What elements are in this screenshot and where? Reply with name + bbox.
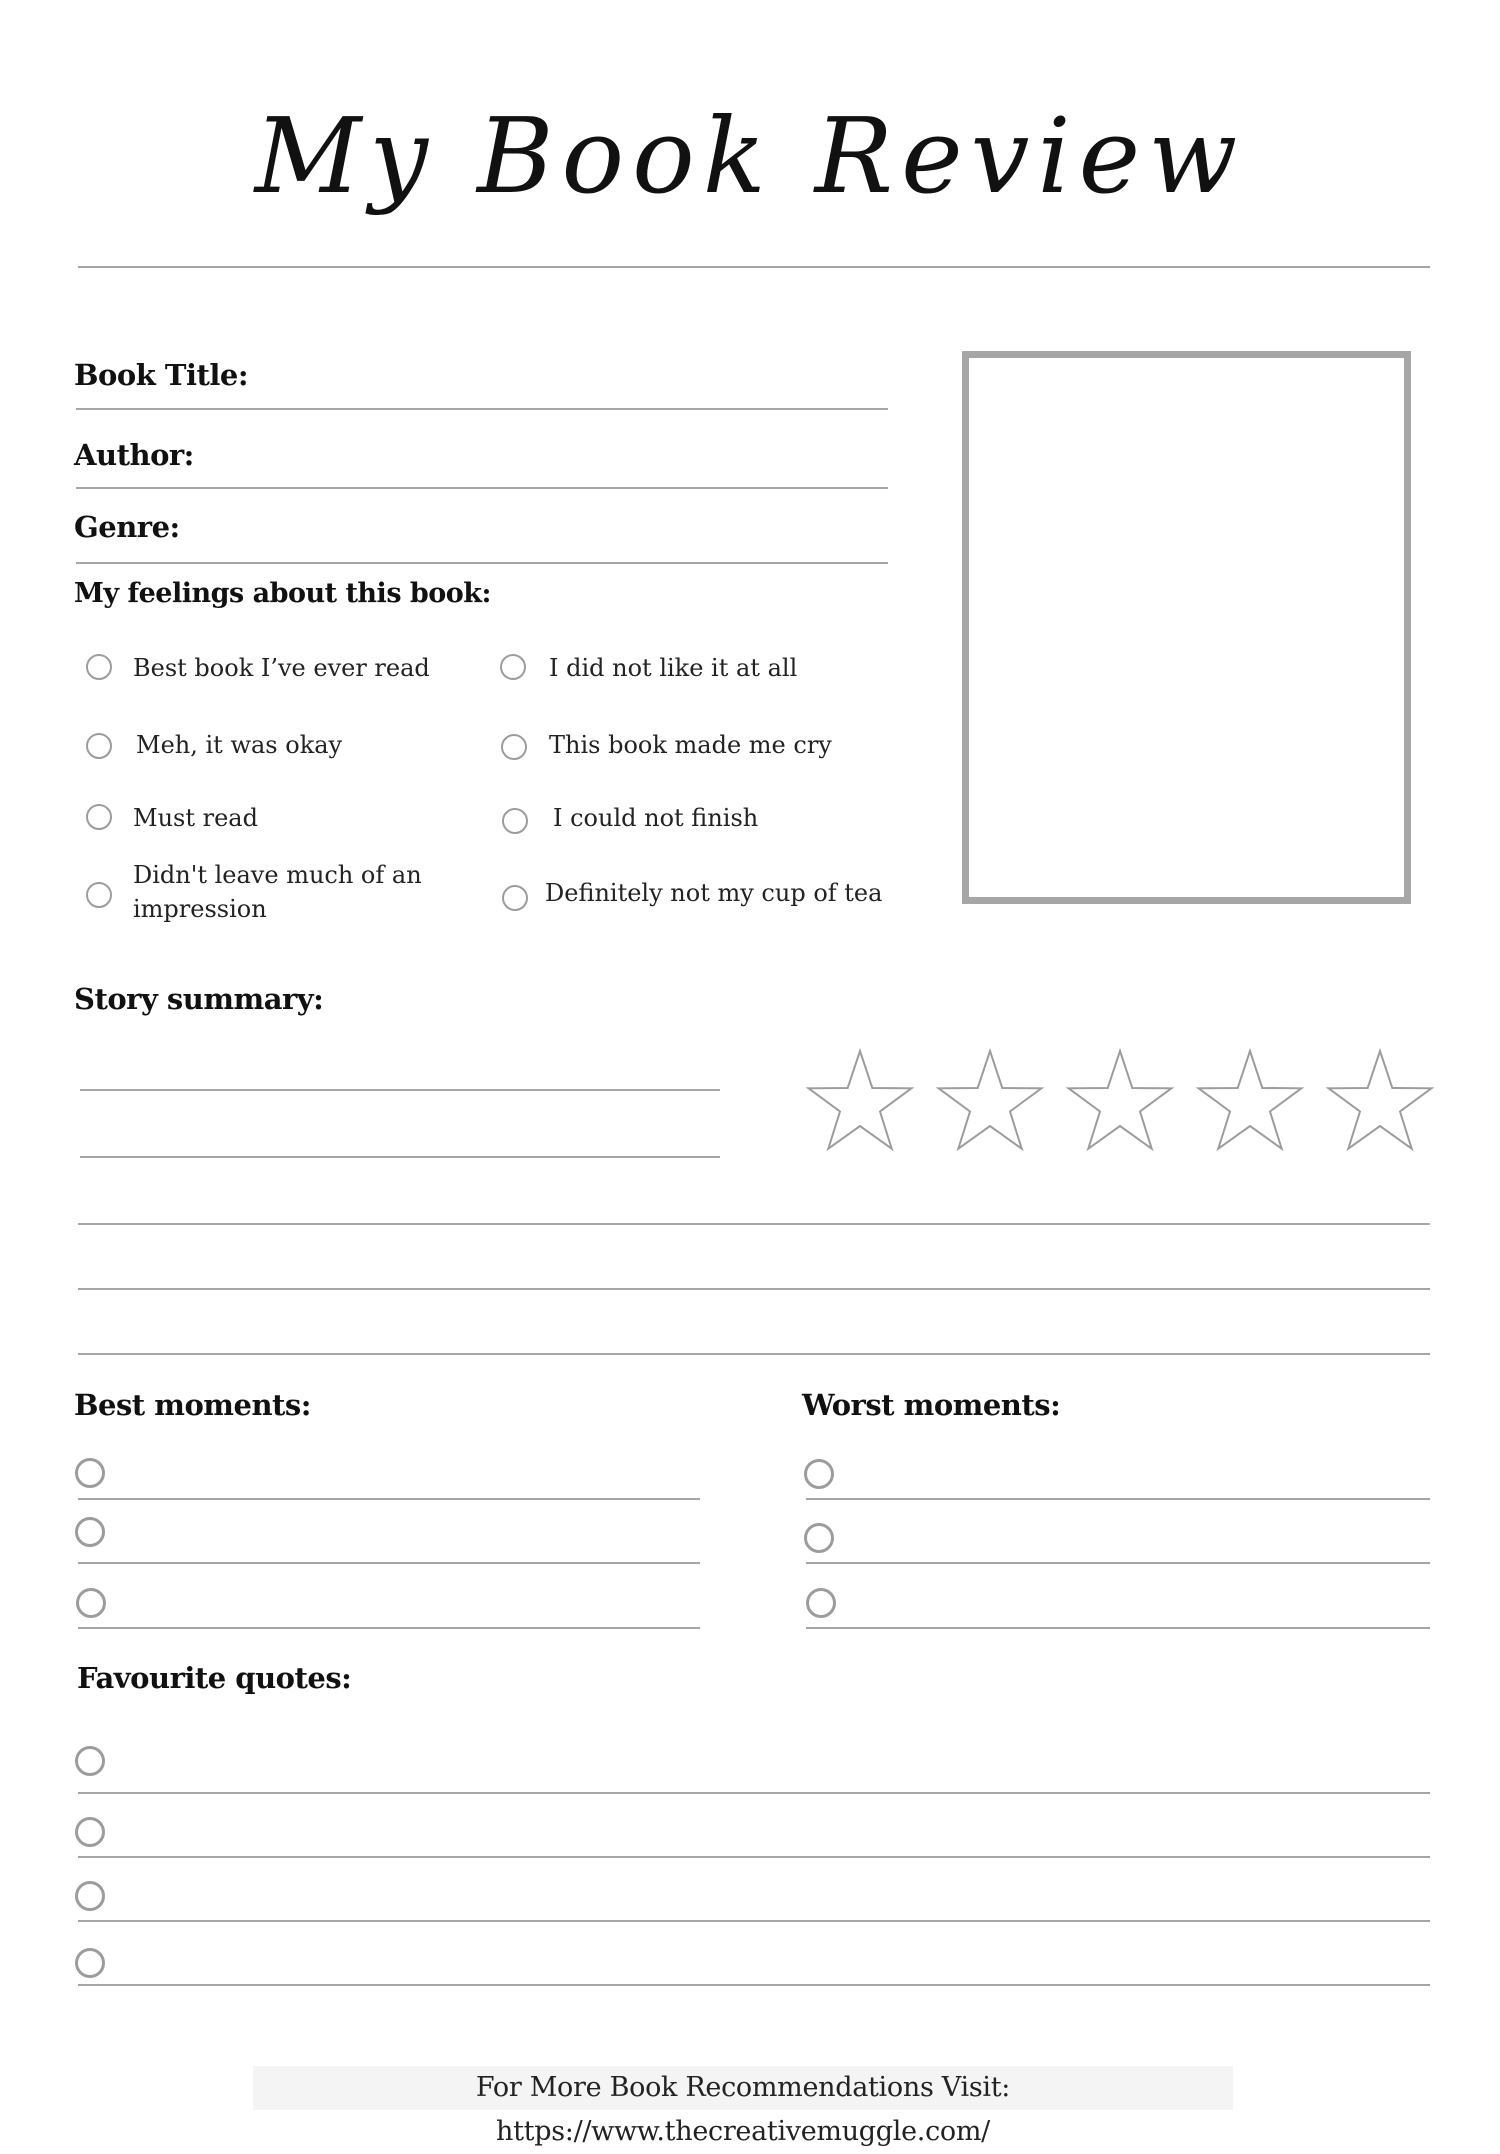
title-divider xyxy=(78,266,1430,268)
worst-moment-bullet xyxy=(804,1523,834,1553)
feelings-heading: My feelings about this book: xyxy=(74,578,491,609)
summary-line[interactable] xyxy=(78,1223,1430,1225)
best-moment-line[interactable] xyxy=(78,1562,700,1564)
summary-line[interactable] xyxy=(78,1353,1430,1355)
best-moment-line[interactable] xyxy=(78,1627,700,1629)
feeling-radio-made-me-cry[interactable] xyxy=(501,734,527,760)
genre-line[interactable] xyxy=(76,562,888,564)
feeling-option-label: Must read xyxy=(133,804,258,832)
footer-link[interactable]: For More Book Recommendations Visit: https://www.thecreativemuggle.com/ xyxy=(253,2066,1233,2110)
feeling-radio-did-not-like[interactable] xyxy=(500,654,526,680)
worst-moment-line[interactable] xyxy=(806,1498,1430,1500)
feeling-radio-could-not-finish[interactable] xyxy=(502,808,528,834)
feeling-option-label: Didn't leave much of an impression xyxy=(133,861,422,923)
feeling-radio-best-book[interactable] xyxy=(86,654,112,680)
best-moments-heading: Best moments: xyxy=(74,1388,311,1422)
story-summary-heading: Story summary: xyxy=(74,982,324,1016)
feeling-radio-meh[interactable] xyxy=(86,733,112,759)
feeling-radio-must-read[interactable] xyxy=(86,804,112,830)
best-moment-bullet xyxy=(75,1458,105,1488)
worst-moment-line[interactable] xyxy=(806,1562,1430,1564)
book-cover-placeholder[interactable] xyxy=(962,351,1411,904)
quote-line[interactable] xyxy=(78,1792,1430,1794)
quote-line[interactable] xyxy=(78,1856,1430,1858)
best-moment-line[interactable] xyxy=(78,1498,700,1500)
feeling-radio-not-my-tea[interactable] xyxy=(502,885,528,911)
quote-bullet xyxy=(75,1881,105,1911)
feeling-option-label: I did not like it at all xyxy=(549,654,798,682)
quote-line[interactable] xyxy=(78,1920,1430,1922)
best-moment-bullet xyxy=(76,1588,106,1618)
quote-bullet xyxy=(75,1948,105,1978)
summary-line[interactable] xyxy=(78,1288,1430,1290)
book-title-line[interactable] xyxy=(76,408,888,410)
book-title-label: Book Title: xyxy=(74,358,249,392)
feeling-radio-no-impression[interactable] xyxy=(86,882,112,908)
feeling-option-label: This book made me cry xyxy=(549,731,832,759)
rating-star-icon[interactable] xyxy=(809,1051,912,1149)
quote-bullet xyxy=(75,1746,105,1776)
feeling-option-label: Definitely not my cup of tea xyxy=(545,879,883,907)
worst-moments-heading: Worst moments: xyxy=(802,1388,1061,1422)
rating-star-icon[interactable] xyxy=(939,1051,1042,1149)
genre-label: Genre: xyxy=(74,510,180,544)
quote-line[interactable] xyxy=(78,1984,1430,1986)
author-label: Author: xyxy=(74,438,194,472)
rating-star-icon[interactable] xyxy=(1199,1051,1302,1149)
favourite-quotes-heading: Favourite quotes: xyxy=(77,1661,352,1695)
rating-star-icon[interactable] xyxy=(1069,1051,1172,1149)
rating-stars[interactable] xyxy=(800,1045,1440,1160)
feeling-option-label: Meh, it was okay xyxy=(136,731,343,759)
summary-line[interactable] xyxy=(80,1156,720,1158)
feeling-option-label: I could not finish xyxy=(553,804,759,832)
rating-star-icon[interactable] xyxy=(1329,1051,1432,1149)
quote-bullet xyxy=(75,1817,105,1847)
worst-moment-line[interactable] xyxy=(806,1627,1430,1629)
summary-line[interactable] xyxy=(80,1089,720,1091)
best-moment-bullet xyxy=(75,1517,105,1547)
worst-moment-bullet xyxy=(806,1588,836,1618)
author-line[interactable] xyxy=(76,487,888,489)
feeling-option-label: Best book I’ve ever read xyxy=(133,654,430,682)
page-title: My Book Review xyxy=(254,95,1246,217)
worst-moment-bullet xyxy=(804,1459,834,1489)
